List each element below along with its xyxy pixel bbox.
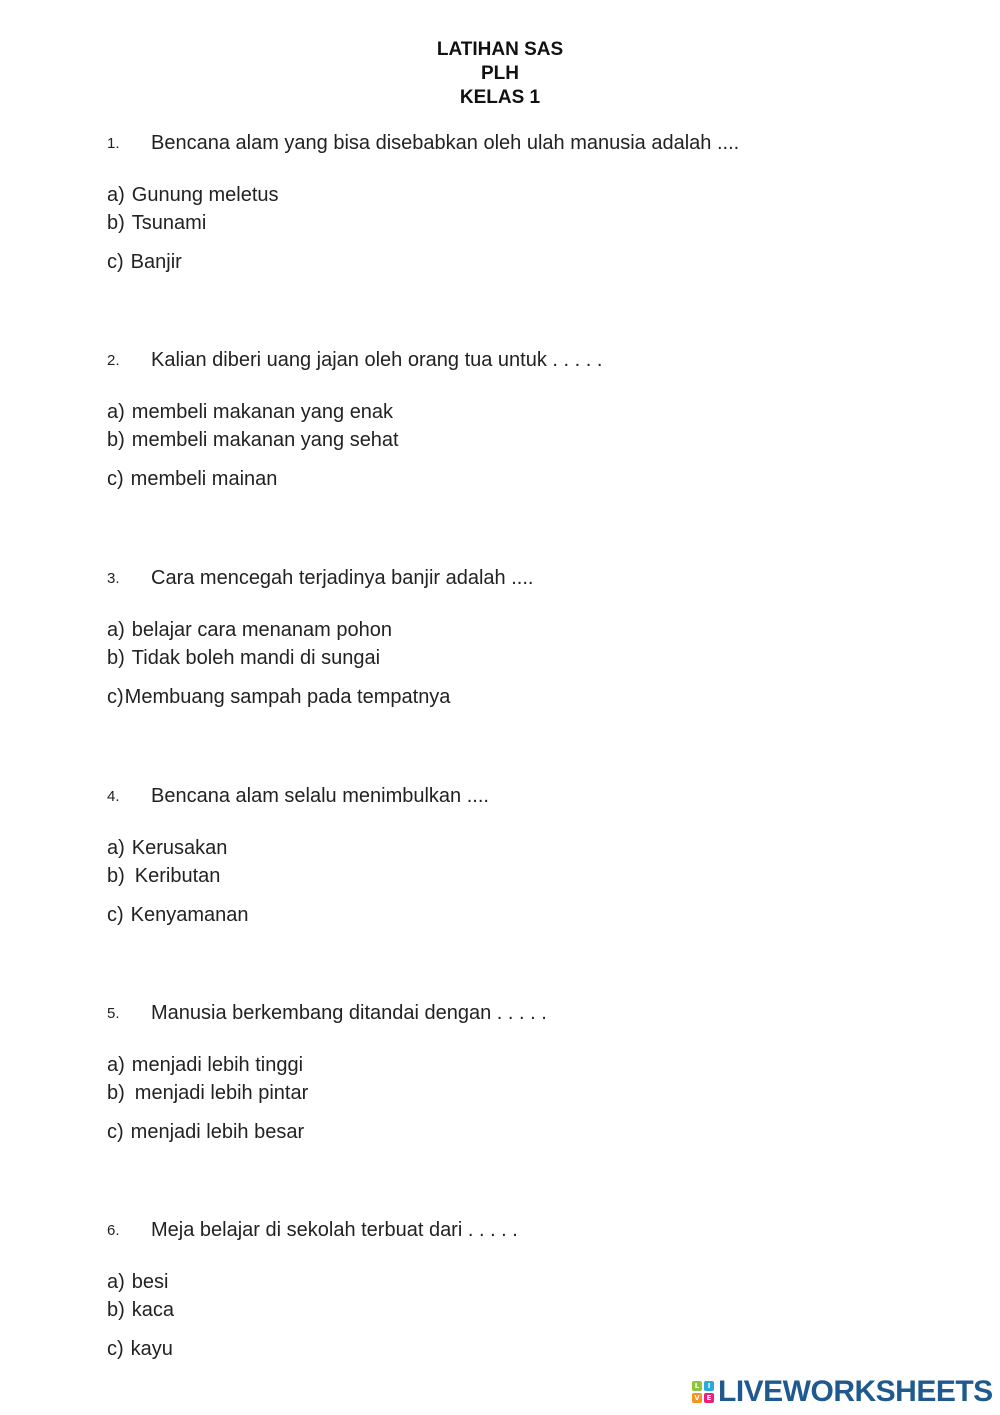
option-text: membeli mainan bbox=[130, 468, 278, 490]
option-text: menjadi lebih tinggi bbox=[131, 1054, 304, 1076]
question-line bbox=[107, 1218, 518, 1243]
option-c[interactable] bbox=[107, 467, 277, 491]
option-text: Keributan bbox=[134, 865, 221, 887]
logo-tile-l: L bbox=[692, 1381, 702, 1391]
option-b[interactable] bbox=[107, 864, 220, 888]
question-line bbox=[107, 131, 739, 156]
question-line bbox=[107, 1001, 547, 1026]
option-c[interactable] bbox=[107, 903, 249, 927]
logo-tile-v: V bbox=[692, 1393, 702, 1403]
option-b[interactable] bbox=[107, 211, 206, 235]
option-text: kaca bbox=[131, 1299, 175, 1321]
question-text: Meja belajar di sekolah terbuat dari . . . . . bbox=[151, 1219, 518, 1241]
option-b[interactable] bbox=[107, 1298, 174, 1322]
logo-tile-i: I bbox=[704, 1381, 714, 1391]
option-text: Kerusakan bbox=[131, 837, 228, 859]
question-number: 2. bbox=[107, 352, 120, 369]
option-a[interactable] bbox=[107, 1270, 169, 1294]
question-text: Manusia berkembang ditandai dengan . . . . . bbox=[151, 1002, 547, 1024]
option-letter: c) bbox=[107, 1338, 124, 1360]
option-letter: b) bbox=[107, 1082, 125, 1104]
option-c[interactable] bbox=[107, 1337, 173, 1361]
worksheet-class: KELAS 1 bbox=[459, 87, 541, 108]
option-b[interactable] bbox=[107, 428, 399, 452]
option-letter: a) bbox=[107, 1271, 125, 1293]
option-b[interactable] bbox=[107, 1081, 308, 1105]
question-text: Bencana alam selalu menimbulkan .... bbox=[151, 785, 489, 807]
option-letter: a) bbox=[107, 1054, 125, 1076]
option-letter: c) bbox=[107, 251, 124, 273]
option-letter: c) bbox=[107, 1121, 124, 1143]
option-text: Tsunami bbox=[131, 212, 207, 234]
option-text: kayu bbox=[130, 1338, 173, 1360]
option-b[interactable] bbox=[107, 646, 380, 670]
option-letter: c) bbox=[107, 468, 124, 490]
logo-text: LIVEWORKSHEETS bbox=[718, 1375, 993, 1408]
option-c[interactable] bbox=[107, 685, 450, 709]
option-letter: a) bbox=[107, 184, 125, 206]
worksheet-subject: PLH bbox=[481, 63, 519, 84]
option-letter: c) bbox=[107, 904, 124, 926]
option-letter: c) bbox=[107, 686, 124, 708]
option-text: menjadi lebih besar bbox=[130, 1121, 305, 1143]
option-letter: a) bbox=[107, 619, 125, 641]
question-number: 1. bbox=[107, 135, 120, 152]
option-letter: b) bbox=[107, 865, 125, 887]
worksheet-header bbox=[0, 38, 1000, 110]
option-letter: b) bbox=[107, 212, 125, 234]
option-text: Membuang sampah pada tempatnya bbox=[124, 686, 451, 708]
option-c[interactable] bbox=[107, 250, 182, 274]
question-number: 6. bbox=[107, 1222, 120, 1239]
option-text: Tidak boleh mandi di sungai bbox=[131, 647, 381, 669]
question-line bbox=[107, 348, 602, 373]
option-a[interactable] bbox=[107, 836, 227, 860]
option-a[interactable] bbox=[107, 1053, 303, 1077]
option-text: besi bbox=[131, 1271, 169, 1293]
option-c[interactable] bbox=[107, 1120, 304, 1144]
question-text: Kalian diberi uang jajan oleh orang tua untuk . . . . . bbox=[151, 349, 603, 371]
option-a[interactable] bbox=[107, 400, 393, 424]
question-text: Cara mencegah terjadinya banjir adalah .... bbox=[151, 567, 534, 589]
liveworksheets-icon bbox=[692, 1381, 714, 1403]
option-text: membeli makanan yang sehat bbox=[131, 429, 399, 451]
option-text: Kenyamanan bbox=[130, 904, 249, 926]
worksheet-title: LATIHAN SAS bbox=[436, 39, 564, 60]
option-letter: a) bbox=[107, 401, 125, 423]
question-line bbox=[107, 784, 489, 809]
question-number: 5. bbox=[107, 1005, 120, 1022]
option-letter: a) bbox=[107, 837, 125, 859]
option-letter: b) bbox=[107, 1299, 125, 1321]
question-number: 4. bbox=[107, 788, 120, 805]
option-a[interactable] bbox=[107, 618, 392, 642]
option-letter: b) bbox=[107, 429, 125, 451]
option-text: belajar cara menanam pohon bbox=[131, 619, 392, 641]
question-text: Bencana alam yang bisa disebabkan oleh ulah manusia adalah .... bbox=[151, 132, 740, 154]
option-letter: b) bbox=[107, 647, 125, 669]
question-number: 3. bbox=[107, 570, 120, 587]
logo-tile-e: E bbox=[704, 1393, 714, 1403]
option-a[interactable] bbox=[107, 183, 279, 207]
option-text: menjadi lebih pintar bbox=[134, 1082, 309, 1104]
option-text: Gunung meletus bbox=[131, 184, 279, 206]
option-text: membeli makanan yang enak bbox=[131, 401, 394, 423]
question-line bbox=[107, 566, 533, 591]
liveworksheets-logo bbox=[692, 1374, 993, 1410]
option-text: Banjir bbox=[130, 251, 182, 273]
